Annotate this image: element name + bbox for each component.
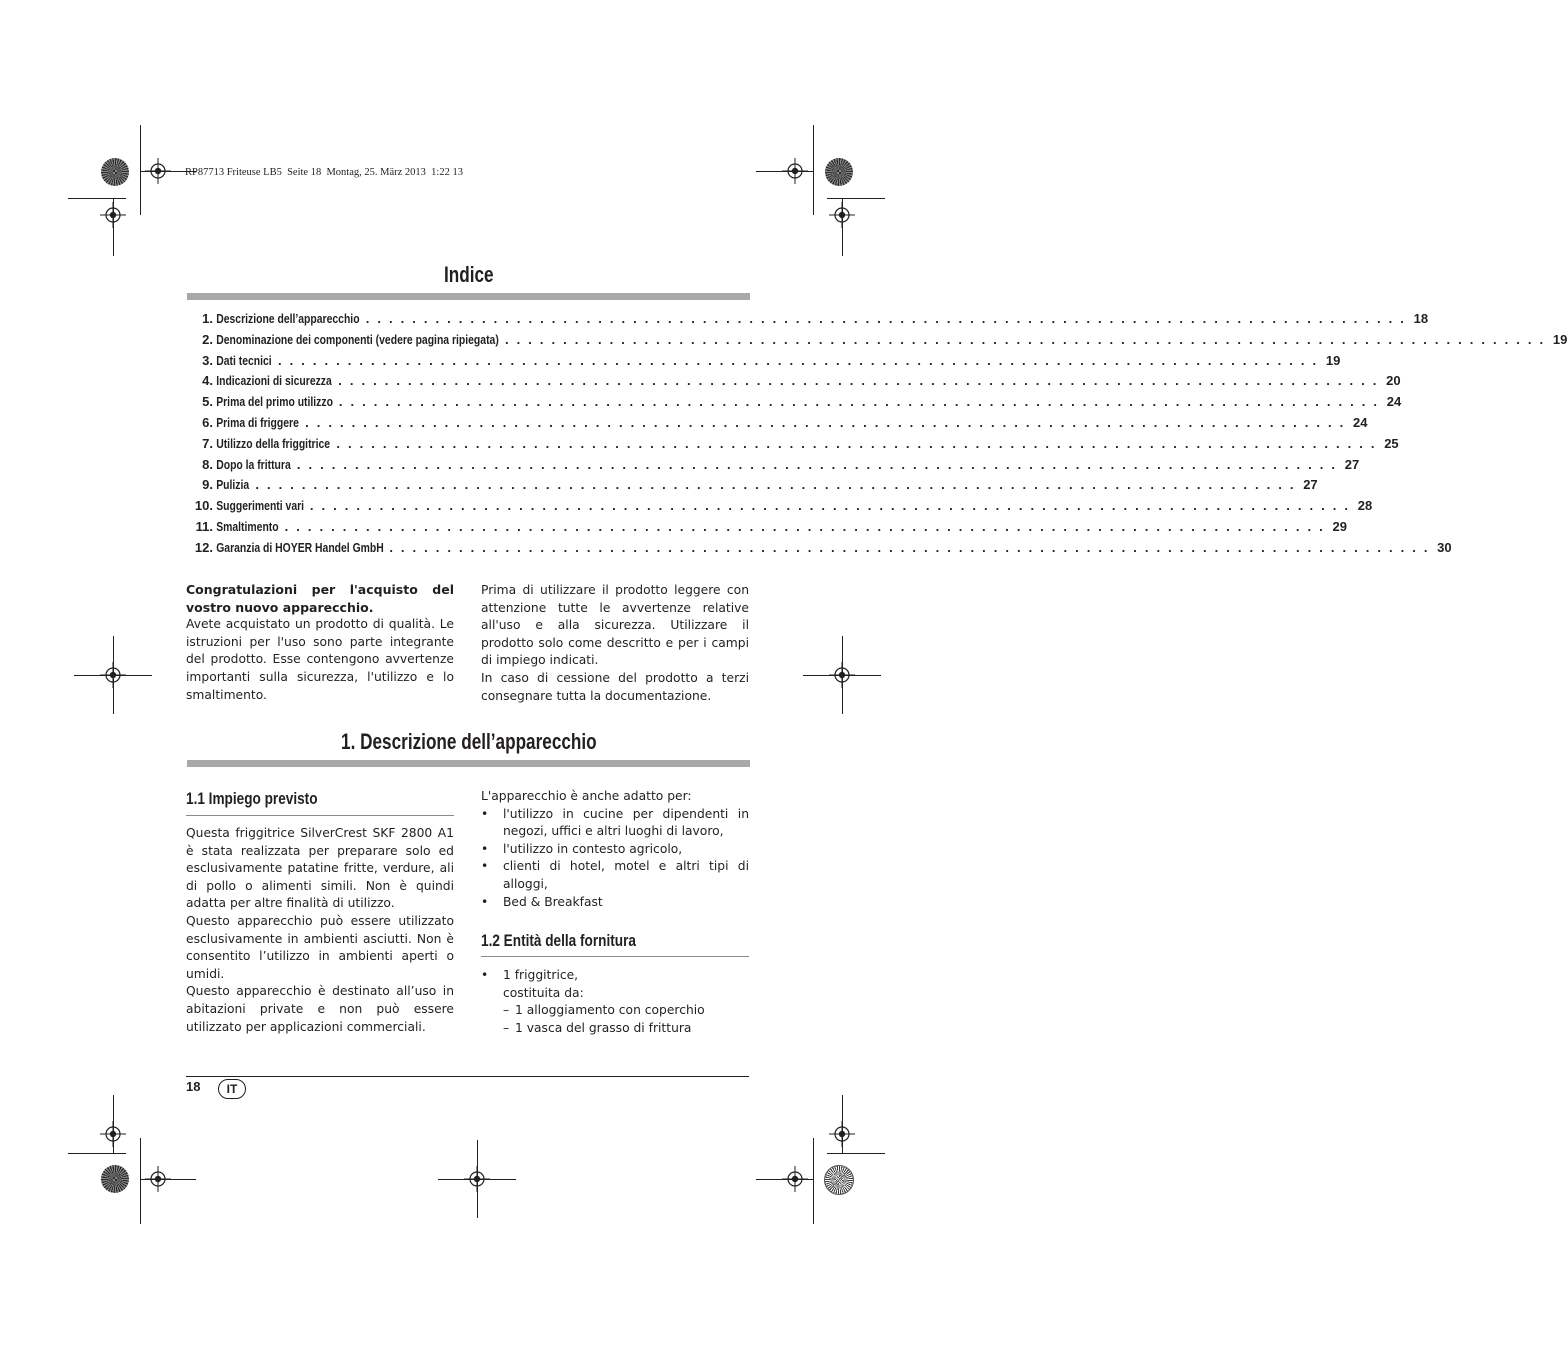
bullet-icon: •: [481, 841, 489, 856]
toc-title: Garanzia di HOYER Handel GmbH: [216, 539, 384, 555]
toc-number: 7.: [202, 435, 213, 451]
bullet-icon: •: [481, 806, 489, 821]
toc-row: [188, 456, 1360, 478]
bullet-list: [481, 806, 749, 912]
subsection-underline: [481, 956, 749, 957]
toc-page: 19: [1552, 331, 1567, 347]
intro-text: Avete acquistato un prodotto di qualità. Le istruzioni per l'uso sono parte integrante del prodotto. Esse contengono avvertenze importanti sulla sicurezza, l'utilizzo e lo smaltimento.: [186, 617, 454, 702]
toc-leader-dots: . . . . . . . . . . . . . . . . . . . . . . . . . . . . . . . . . . . . . . . . . . . . . . . . . . . . . . . . . . . . . . . . . . . . . . . . . . . . . . . . . . . . . . . . . .: [305, 414, 1346, 430]
footer-rule: [186, 1076, 749, 1077]
language-badge: IT: [218, 1079, 246, 1099]
toc-page: 20: [1386, 373, 1401, 389]
toc-row: [188, 435, 1399, 457]
intro-paragraph: In caso di cessione del prodotto a terzi consegnare tutta la documentazione.: [481, 670, 749, 703]
toc-page: 28: [1357, 498, 1373, 514]
also-suitable-block: [481, 788, 749, 911]
toc-title: Smaltimento: [216, 518, 279, 534]
toc-row: [188, 498, 1373, 519]
toc-leader-dots: . . . . . . . . . . . . . . . . . . . . . . . . . . . . . . . . . . . . . . . . . . . . . . . . . . . . . . . . . . . . . . . . . . . . . . . . . . . . . . . . . . . . . . . . . .: [309, 498, 1351, 514]
toc-row: [188, 477, 1318, 498]
table-of-contents: [188, 311, 1567, 561]
scope-of-delivery: [481, 967, 749, 1037]
bullet-icon: •: [481, 894, 489, 909]
toc-number: 8.: [202, 456, 213, 472]
toc-title: Pulizia: [216, 477, 250, 493]
toc-page: 19: [1325, 352, 1341, 368]
color-registration-icon: [824, 1165, 854, 1195]
bullet-list: [481, 967, 749, 1002]
subsection-title: 1.2 Entità della fornitura: [481, 931, 636, 950]
toc-leader-dots: . . . . . . . . . . . . . . . . . . . . . . . . . . . . . . . . . . . . . . . . . . . . . . . . . . . . . . . . . . . . . . . . . . . . . . . . . . . . . . . . . . . . . . . . . .: [336, 435, 1377, 451]
index-divider: [187, 293, 750, 300]
toc-number: 9.: [202, 477, 213, 493]
intended-use-text: [186, 825, 454, 1036]
parts-list: [481, 1002, 749, 1037]
toc-leader-dots: . . . . . . . . . . . . . . . . . . . . . . . . . . . . . . . . . . . . . . . . . . . . . . . . . . . . . . . . . . . . . . . . . . . . . . . . . . . . . . . . . . . . . . . . . .: [505, 331, 1546, 347]
intro-left-column: [186, 581, 454, 704]
subsection-underline: [186, 815, 454, 816]
list-item: • l'utilizzo in contesto agricolo,: [481, 841, 749, 859]
section-title-wrap: [188, 729, 749, 755]
toc-number: 2.: [202, 331, 213, 347]
toc-title: Descrizione dell’apparecchio: [216, 311, 360, 326]
toc-page: 29: [1332, 518, 1347, 534]
index-title: Indice: [443, 262, 494, 287]
toc-leader-dots: . . . . . . . . . . . . . . . . . . . . . . . . . . . . . . . . . . . . . . . . . . . . . . . . . . . . . . . . . . . . . . . . . . . . . . . . . . . . . . . . . . . . . . . . . .: [338, 394, 1380, 410]
list-item: – 1 vasca del grasso di frittura: [503, 1020, 749, 1038]
section-title: 1. Descrizione dell’apparecchio: [340, 729, 597, 754]
list-item: • Bed & Breakfast: [481, 894, 749, 912]
section-divider: [187, 760, 750, 767]
toc-number: 10.: [194, 498, 213, 514]
toc-title: Prima del primo utilizzo: [216, 394, 333, 410]
toc-title: Prima di friggere: [216, 414, 299, 430]
toc-row: [188, 352, 1341, 374]
toc-number: 4.: [202, 373, 213, 389]
toc-leader-dots: . . . . . . . . . . . . . . . . . . . . . . . . . . . . . . . . . . . . . . . . . . . . . . . . . . . . . . . . . . . . . . . . . . . . . . . . . . . . . . . . . . . . . . . . . .: [389, 539, 1430, 555]
toc-leader-dots: . . . . . . . . . . . . . . . . . . . . . . . . . . . . . . . . . . . . . . . . . . . . . . . . . . . . . . . . . . . . . . . . . . . . . . . . . . . . . . . . . . . . . . . . . .: [338, 373, 1379, 389]
toc-page: 18: [1413, 311, 1429, 326]
list-item: • l'utilizzo in cucine per dipendenti in negozi, uffici e altri luoghi di lavoro,: [481, 806, 749, 839]
bullet-icon: •: [481, 968, 489, 982]
toc-number: 3.: [202, 352, 213, 368]
toc-row: [188, 539, 1452, 561]
intro-heading: Congratulazioni per l'acquisto del vostro nuovo apparecchio.: [186, 582, 454, 615]
list-item: • clienti di hotel, motel e altri tipi di alloggi,: [481, 859, 749, 891]
toc-number: 1.: [202, 311, 213, 326]
toc-page: 27: [1344, 456, 1360, 472]
toc-row: [188, 414, 1368, 436]
dash-icon: –: [503, 1020, 510, 1035]
intro-paragraph: Prima di utilizzare il prodotto leggere con attenzione tutte le avvertenze relative all'uso e alla sicurezza. Utilizzare il prodotto solo come descritto e per i campi di impiego indicati.: [481, 583, 749, 668]
toc-row: [188, 394, 1402, 415]
paragraph: Questo apparecchio può essere utilizzato esclusivamente in ambienti asciutti. Non è consentito l’utilizzo in ambienti aperti o umidi.: [186, 913, 454, 981]
toc-title: Suggerimenti vari: [216, 498, 305, 514]
list-item: • 1 friggitrice, costituita da:: [481, 968, 584, 1000]
toc-leader-dots: . . . . . . . . . . . . . . . . . . . . . . . . . . . . . . . . . . . . . . . . . . . . . . . . . . . . . . . . . . . . . . . . . . . . . . . . . . . . . . . . . . . . . . . . . .: [284, 518, 1325, 534]
intro-right-column: [481, 582, 749, 705]
toc-page: 24: [1353, 414, 1368, 430]
toc-page: 24: [1386, 394, 1402, 410]
toc-leader-dots: . . . . . . . . . . . . . . . . . . . . . . . . . . . . . . . . . . . . . . . . . . . . . . . . . . . . . . . . . . . . . . . . . . . . . . . . . . . . . . . . . . . . . . . . . .: [365, 311, 1407, 326]
toc-number: 6.: [202, 414, 213, 430]
paragraph: Questo apparecchio è destinato all’uso in abitazioni private e non può essere utilizzato per applicazioni commerciali.: [186, 984, 454, 1034]
print-slug: RP87713 Friteuse LB5 Seite 18 Montag, 25. März 2013 1:22 13: [185, 167, 463, 178]
dash-icon: –: [503, 1003, 510, 1018]
index-title-wrap: [188, 262, 749, 288]
toc-number: 5.: [202, 394, 213, 410]
lead-text: L'apparecchio è anche adatto per:: [481, 789, 692, 803]
toc-row: [188, 311, 1429, 332]
toc-number: 12.: [194, 539, 213, 555]
color-registration-icon: [101, 158, 129, 186]
color-registration-icon: [825, 158, 853, 186]
toc-title: Dopo la frittura: [216, 456, 291, 472]
toc-title: Dati tecnici: [216, 352, 272, 368]
toc-page: 25: [1384, 435, 1399, 451]
toc-title: Utilizzo della friggitrice: [216, 435, 331, 451]
toc-title: Indicazioni di sicurezza: [216, 373, 332, 389]
toc-page: 27: [1303, 477, 1318, 493]
toc-leader-dots: . . . . . . . . . . . . . . . . . . . . . . . . . . . . . . . . . . . . . . . . . . . . . . . . . . . . . . . . . . . . . . . . . . . . . . . . . . . . . . . . . . . . . . . . . .: [255, 477, 1296, 493]
bullet-icon: •: [481, 859, 489, 874]
toc-page: 30: [1437, 539, 1452, 555]
page-number: 18: [186, 1079, 201, 1094]
toc-title: Denominazione dei componenti (vedere pagina ripiegata): [216, 331, 499, 347]
toc-row: [188, 518, 1347, 540]
subsection-title: 1.1 Impiego previsto: [186, 789, 318, 808]
toc-leader-dots: . . . . . . . . . . . . . . . . . . . . . . . . . . . . . . . . . . . . . . . . . . . . . . . . . . . . . . . . . . . . . . . . . . . . . . . . . . . . . . . . . . . . . . . . . .: [278, 352, 1319, 368]
paragraph: Questa friggitrice SilverCrest SKF 2800 A1 è stata realizzata per preparare solo ed esclusivamente patatine fritte, verdure, ali di pollo o alimenti simili. Non è quindi adatta per altre finalità di utilizzo.: [186, 826, 454, 911]
color-registration-icon: [101, 1165, 129, 1193]
toc-row: [188, 331, 1567, 353]
toc-leader-dots: . . . . . . . . . . . . . . . . . . . . . . . . . . . . . . . . . . . . . . . . . . . . . . . . . . . . . . . . . . . . . . . . . . . . . . . . . . . . . . . . . . . . . . . . . .: [296, 456, 1338, 472]
toc-row: [188, 373, 1401, 394]
toc-number: 11.: [195, 518, 213, 534]
list-item: – 1 alloggiamento con coperchio: [503, 1002, 749, 1020]
